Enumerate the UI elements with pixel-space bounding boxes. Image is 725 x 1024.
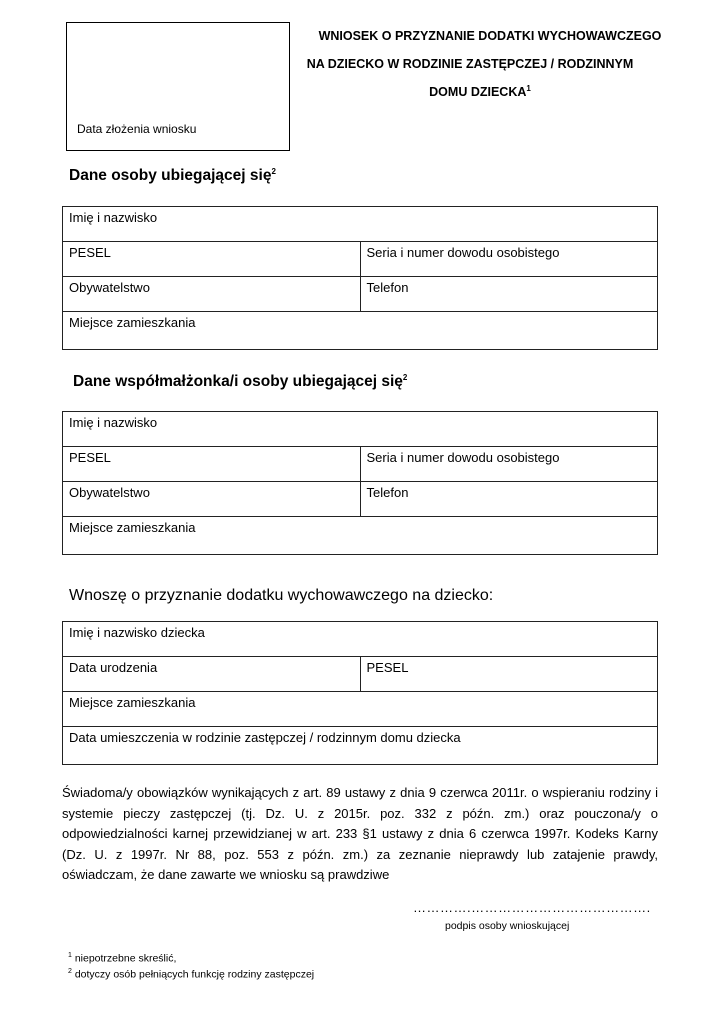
footnote-text: dotyczy osób pełniących funkcję rodziny zastępczej [71,968,315,981]
form-title-text: DOMU DZIECKA [429,85,527,100]
child-residence-field[interactable]: Miejsce zamieszkania [63,692,658,727]
form-title-line-1: WNIOSEK O PRZYZNANIE DODATKI WYCHOWAWCZEGO [318,29,662,43]
footnote-2 [68,968,314,981]
signature-label: podpis osoby wnioskującej [445,920,570,932]
child-placement-date-field[interactable]: Data umieszczenia w rodzinie zastępczej / rodzinnym domu dziecka [63,727,658,765]
spouse-name-field[interactable]: Imię i nazwisko [63,412,658,447]
footnote-1 [68,952,176,965]
child-section-heading: Wnoszę o przyznanie dodatku wychowawczego na dziecko: [69,587,494,604]
submission-date-label: Data złożenia wniosku [77,122,197,136]
spouse-residence-field[interactable]: Miejsce zamieszkania [63,517,658,555]
declaration-text: Świadoma/y obowiązków wynikających z art. 89 ustawy z dnia 9 czerwca 2011r. o wspieraniu rodziny i systemie pieczy zastępczej (tj. Dz. U. z 2015r. poz. 332 z późn. zm.) oraz pouczona/y o odpowiedzialności karnej przewidzianej w art. 233 §1 ustawy z dnia 6 czerwca 1997r. Kodeks Karny (Dz. U. z 1997r. Nr 88, poz. 553 z późn. zm.) za zeznanie nieprawdy lub zatajenie prawdy, oświadczam, że dane zawarte we wniosku są prawdziwe [62,785,658,882]
form-title-line-2: NA DZIECKO W RODZINIE ZASTĘPCZEJ / RODZINNYM [306,57,634,71]
spouse-pesel-field[interactable]: PESEL [63,447,361,482]
form-title-line-3 [290,84,670,99]
footnote-ref: 1 [526,84,531,93]
spouse-table [62,411,658,555]
footnote-ref: 2 [271,167,276,176]
submission-date-box[interactable] [66,22,290,151]
footnote-mark: 1 [68,952,72,959]
child-pesel-field[interactable]: PESEL [360,657,657,692]
applicant-phone-field[interactable]: Telefon [360,277,657,312]
spouse-section-heading [73,373,407,391]
applicant-name-field[interactable]: Imię i nazwisko [63,207,658,242]
child-table [62,621,658,765]
spouse-id-field[interactable]: Seria i numer dowodu osobistego [360,447,657,482]
heading-text: Dane współmałżonka/i osoby ubiegającej się [73,373,403,391]
applicant-pesel-field[interactable]: PESEL [63,242,361,277]
heading-text: Dane osoby ubiegającej się [69,167,272,185]
applicant-table [62,206,658,350]
applicant-citizenship-field[interactable]: Obywatelstwo [63,277,361,312]
child-birth-date-field[interactable]: Data urodzenia [63,657,361,692]
applicant-id-field[interactable]: Seria i numer dowodu osobistego [360,242,657,277]
signature-line[interactable]: ………….…………………………………. [413,900,651,915]
spouse-phone-field[interactable]: Telefon [360,482,657,517]
footnote-ref: 2 [402,373,408,382]
spouse-citizenship-field[interactable]: Obywatelstwo [63,482,361,517]
footnote-mark: 2 [68,968,72,975]
footnote-text: niepotrzebne skreślić, [71,952,177,965]
applicant-residence-field[interactable]: Miejsce zamieszkania [63,312,658,350]
applicant-section-heading [69,167,276,185]
child-name-field[interactable]: Imię i nazwisko dziecka [63,622,658,657]
